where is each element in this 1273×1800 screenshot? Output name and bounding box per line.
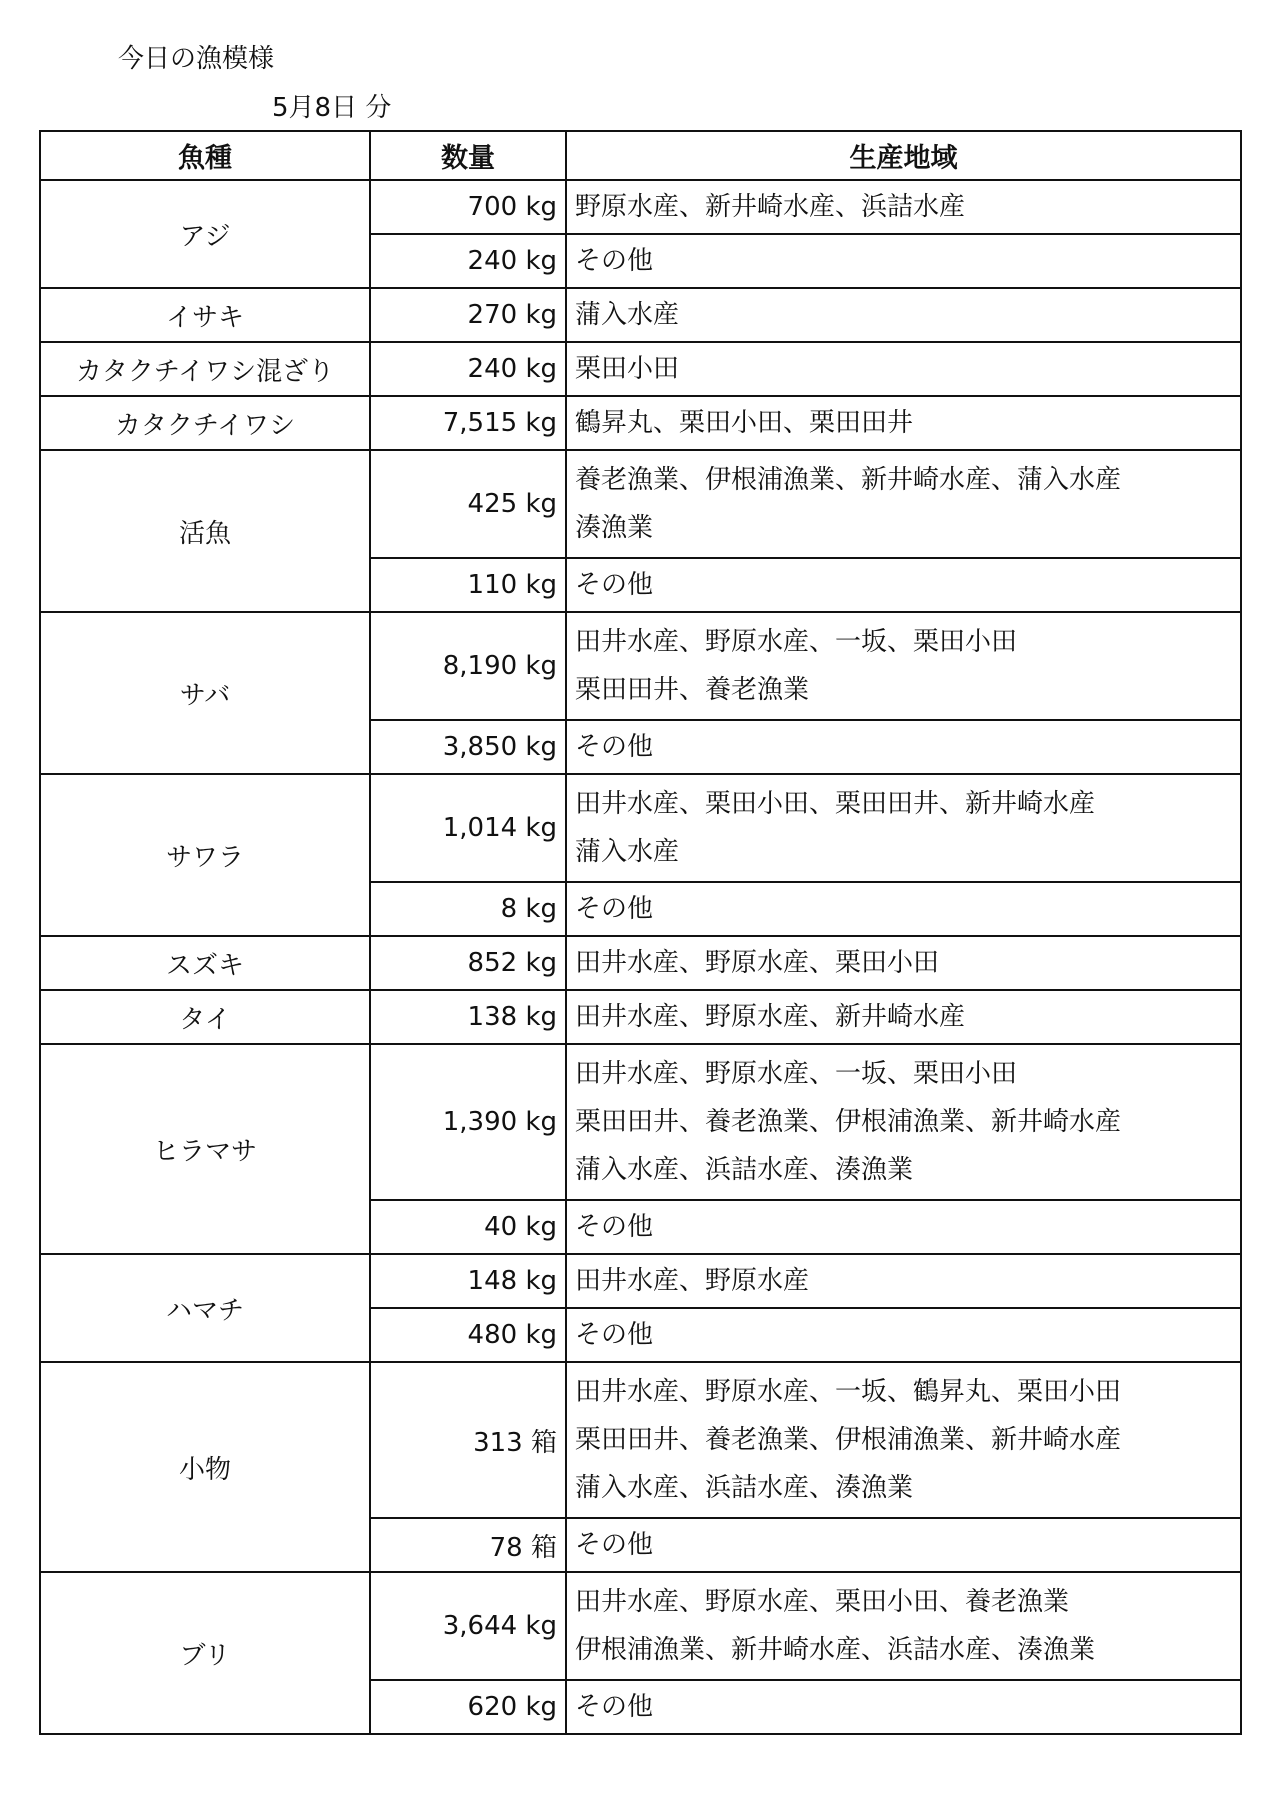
region-line: 養老漁業、伊根浦漁業、新井崎水産、蒲入水産 [575,465,1122,495]
region-line: その他 [575,1212,654,1242]
quantity-cell: 110 kg [370,558,566,612]
table-row [40,180,1241,234]
region-line: 蒲入水産 [575,300,680,330]
region-cell [566,1044,1241,1200]
table-row [40,1044,1241,1200]
quantity-cell: 620 kg [370,1680,566,1734]
fish-name-cell: タイ [40,990,370,1044]
table-row [40,288,1241,342]
fish-name-cell: ブリ [40,1572,370,1734]
table-row [40,936,1241,990]
region-cell [566,990,1241,1044]
fish-name-cell: 小物 [40,1362,370,1572]
region-line: 田井水産、野原水産、栗田小田、養老漁業 [575,1587,1070,1617]
region-cell [566,882,1241,936]
column-header-region: 生産地域 [566,131,1241,180]
region-line: その他 [575,1530,654,1560]
quantity-cell: 270 kg [370,288,566,342]
fish-name-cell: アジ [40,180,370,288]
fish-name-cell: スズキ [40,936,370,990]
region-cell [566,558,1241,612]
region-line: その他 [575,1320,654,1350]
region-cell [566,612,1241,720]
column-header-fish: 魚種 [40,131,370,180]
region-cell [566,1518,1241,1572]
fish-name-cell: サバ [40,612,370,774]
region-cell [566,234,1241,288]
region-cell [566,1362,1241,1518]
table-row [40,450,1241,558]
region-line: 湊漁業 [575,513,654,543]
region-line: 栗田田井、養老漁業 [575,675,810,705]
quantity-cell: 7,515 kg [370,396,566,450]
region-cell [566,720,1241,774]
quantity-cell: 138 kg [370,990,566,1044]
region-cell [566,1200,1241,1254]
region-line: その他 [575,894,654,924]
quantity-cell: 40 kg [370,1200,566,1254]
region-line: その他 [575,732,654,762]
region-line: 蒲入水産、浜詰水産、湊漁業 [575,1473,914,1503]
fish-name-cell: ヒラマサ [40,1044,370,1254]
table-header-row [40,131,1241,180]
table-body [40,180,1241,1734]
quantity-cell: 78 箱 [370,1518,566,1572]
quantity-cell: 3,850 kg [370,720,566,774]
region-line: 栗田田井、養老漁業、伊根浦漁業、新井崎水産 [575,1425,1122,1455]
region-cell [566,288,1241,342]
quantity-cell: 700 kg [370,180,566,234]
fish-name-cell: 活魚 [40,450,370,612]
region-line: 田井水産、野原水産、一坂、鶴昇丸、栗田小田 [575,1377,1122,1407]
region-line: その他 [575,1692,654,1722]
region-cell [566,936,1241,990]
report-date: 5月8日 分 [272,93,392,123]
table-row [40,342,1241,396]
region-line: 田井水産、栗田小田、栗田田井、新井崎水産 [575,789,1096,819]
quantity-cell: 148 kg [370,1254,566,1308]
region-line: 野原水産、新井崎水産、浜詰水産 [575,192,966,222]
region-line: 蒲入水産 [575,837,680,867]
catch-table [39,130,1242,1735]
region-cell [566,396,1241,450]
quantity-cell: 8,190 kg [370,612,566,720]
region-cell [566,774,1241,882]
table-row [40,990,1241,1044]
region-line: その他 [575,246,654,276]
quantity-cell: 3,644 kg [370,1572,566,1680]
quantity-cell: 1,014 kg [370,774,566,882]
region-cell [566,450,1241,558]
table-row [40,1362,1241,1518]
quantity-cell: 313 箱 [370,1362,566,1518]
region-line: 田井水産、野原水産、一坂、栗田小田 [575,1059,1018,1089]
region-line: その他 [575,570,654,600]
fish-name-cell: イサキ [40,288,370,342]
quantity-cell: 425 kg [370,450,566,558]
quantity-cell: 852 kg [370,936,566,990]
region-line: 田井水産、野原水産、栗田小田 [575,948,940,978]
region-line: 田井水産、野原水産、新井崎水産 [575,1002,966,1032]
region-line: 鶴昇丸、栗田小田、栗田田井 [575,408,914,438]
region-cell [566,1680,1241,1734]
region-cell [566,180,1241,234]
region-line: 栗田田井、養老漁業、伊根浦漁業、新井崎水産 [575,1107,1122,1137]
quantity-cell: 480 kg [370,1308,566,1362]
fish-name-cell: カタクチイワシ混ざり [40,342,370,396]
region-cell [566,1572,1241,1680]
fish-name-cell: ハマチ [40,1254,370,1362]
table-row [40,774,1241,882]
table-row [40,612,1241,720]
fish-name-cell: サワラ [40,774,370,936]
table-row [40,1572,1241,1680]
table-row [40,396,1241,450]
page-title: 今日の漁模様 [118,44,275,74]
region-line: 蒲入水産、浜詰水産、湊漁業 [575,1155,914,1185]
region-line: 伊根浦漁業、新井崎水産、浜詰水産、湊漁業 [575,1635,1096,1665]
region-cell [566,1254,1241,1308]
region-cell [566,1308,1241,1362]
quantity-cell: 240 kg [370,234,566,288]
region-cell [566,342,1241,396]
table-row [40,1254,1241,1308]
fish-name-cell: カタクチイワシ [40,396,370,450]
column-header-quantity: 数量 [370,131,566,180]
quantity-cell: 240 kg [370,342,566,396]
region-line: 田井水産、野原水産、一坂、栗田小田 [575,627,1018,657]
region-line: 栗田小田 [575,354,680,384]
region-line: 田井水産、野原水産 [575,1266,810,1296]
quantity-cell: 1,390 kg [370,1044,566,1200]
quantity-cell: 8 kg [370,882,566,936]
